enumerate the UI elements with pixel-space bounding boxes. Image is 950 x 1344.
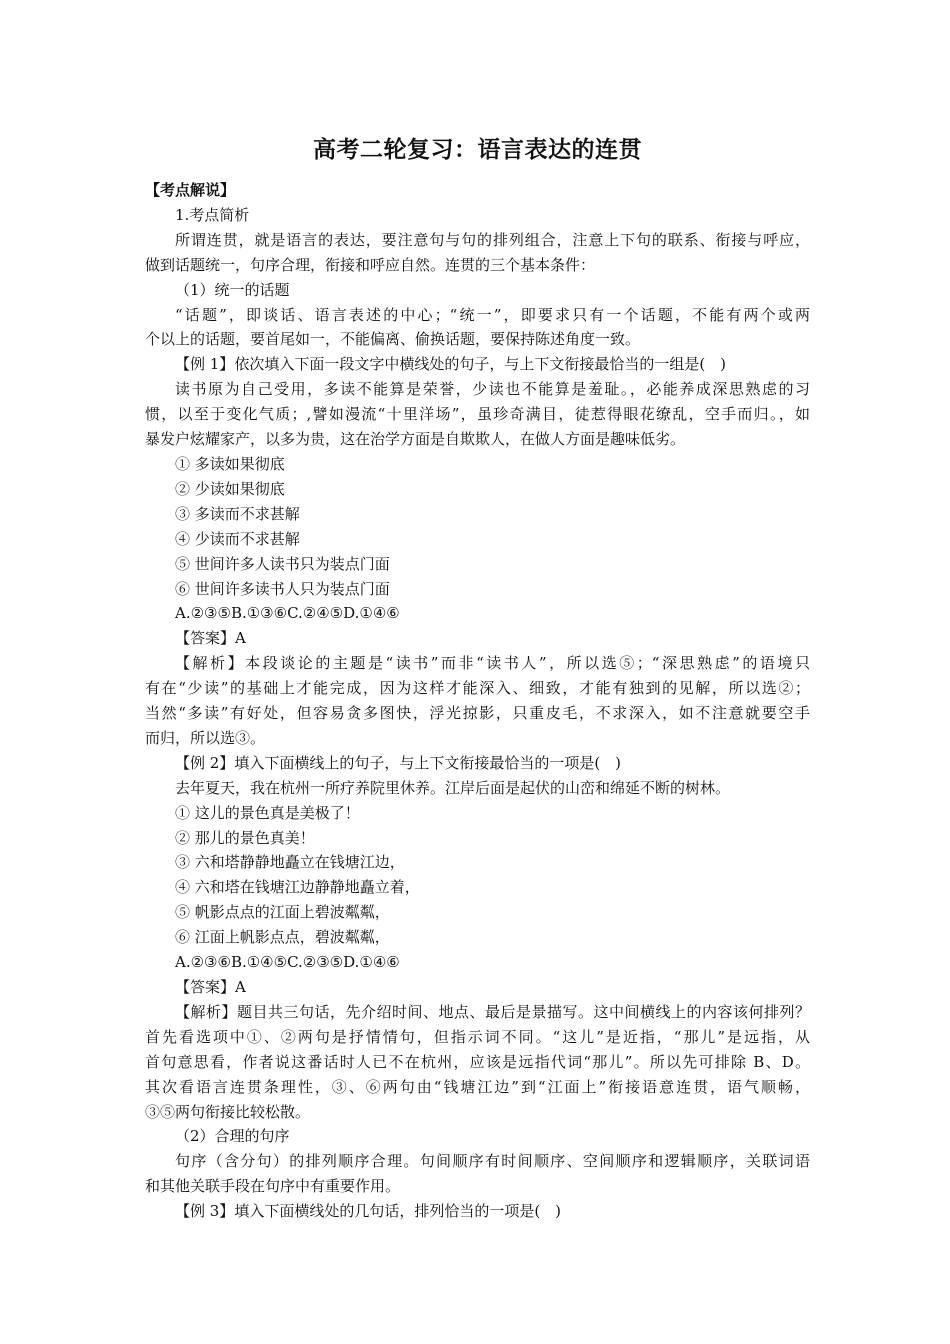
example-1-passage-line-2: 惯，以至于变化气质；,譬如漫流“十里洋场”，虽珍奇满目，徒惹得眼花缭乱，空手而归。，如 <box>145 405 810 424</box>
example-2-question-text: 填入下面横线上的句子，与上下文衔接最恰当的一项是( ) <box>234 753 622 772</box>
example-2-choices: A.②③⑥B.①④⑤C.②③⑤D.①④⑥ <box>175 953 400 972</box>
example-1-analysis-line-2: 有在“少读”的基础上才能完成，因为这样才能深入、细致，才能有独到的见解，所以选②； <box>145 679 810 698</box>
example-1-option: ④ 少读而不求甚解 <box>175 529 300 548</box>
example-2-tag: 【例 2】 <box>175 753 235 772</box>
example-2-option: ① 这儿的景色真是美极了！ <box>175 803 360 822</box>
example-1-analysis-text: 本段谈论的主题是“读书”而非“读书人”，所以选⑤；“深思熟虑”的语境只 <box>245 654 810 673</box>
example-1-option: ③ 多读而不求甚解 <box>175 504 300 523</box>
example-2-analysis-tag: 【解析】 <box>175 1002 237 1021</box>
example-1-question-text: 依次填入下面一段文字中横线处的句子，与上下文衔接最恰当的一组是( ) <box>234 355 727 374</box>
condition-2-line-2: 和其他关联手段在句序中有重要作用。 <box>145 1177 401 1196</box>
example-1-option: ⑤ 世间许多人读书只为装点门面 <box>175 554 390 573</box>
intro-line-2: 做到话题统一，句序合理，衔接和呼应自然。连贯的三个基本条件： <box>145 255 596 274</box>
condition-1-line-1: “话题”，即谈话、语言表述的中心；“统一”，即要求只有一个话题，不能有两个或两 <box>175 305 810 324</box>
intro-line-1: 所谓连贯，就是语言的表达，要注意句与句的排列组合，注意上下句的联系、衔接与呼应， <box>175 230 810 249</box>
example-2-passage: 去年夏天，我在杭州一所疗养院里休养。江岸后面是起伏的山峦和绵延不断的树林。 <box>175 778 731 797</box>
condition-1-line-2: 个以上的话题，要首尾如一，不能偏离、偷换话题，要保持陈述角度一致。 <box>145 330 641 349</box>
example-2-analysis-line-4: 其次看语言连贯条理性，③、⑥两句由“钱塘江边”到“江面上”衔接语意连贯，语气顺畅， <box>145 1077 810 1096</box>
example-1-analysis-line-3: 当然“多读”有好处，但容易贪多图快，浮光掠影，只重皮毛，不求深入，如不注意就要空手 <box>145 704 810 723</box>
example-2-analysis-line-3: 首句意思看，作者说这番话时人已不在杭州，应该是远指代词“那儿”。所以先可排除 B、D。 <box>145 1052 810 1071</box>
example-1-analysis-line-1 <box>145 651 810 676</box>
example-3-question-text: 填入下面横线处的几句话，排列恰当的一项是( ) <box>234 1202 562 1221</box>
example-3-question <box>145 1199 810 1224</box>
section-heading: 【考点解说】 <box>145 181 236 199</box>
document-title: 高考二轮复习：语言表达的连贯 <box>313 137 642 163</box>
example-1-answer: 【答案】A <box>175 629 246 648</box>
example-1-passage-line-1: 读书原为自己受用，多读不能算是荣誉，少读也不能算是羞耻。，必能养成深思熟虑的习 <box>175 380 810 399</box>
example-2-option: ⑥ 江面上帆影点点，碧波粼粼， <box>175 928 390 947</box>
example-1-analysis-tag: 【解析】 <box>175 654 246 673</box>
example-2-answer: 【答案】A <box>175 978 246 996</box>
example-2-option: ② 那儿的景色真美！ <box>175 828 315 847</box>
example-1-passage-line-3: 暴发户炫耀家产，以多为贵，这在治学方面是自欺欺人，在做人方面是趣味低劣。 <box>145 430 686 449</box>
example-1-analysis-line-4: 而归，所以选③。 <box>145 728 266 747</box>
example-1-choices: A.②③⑤B.①③⑥C.②④⑤D.①④⑥ <box>175 604 400 623</box>
condition-1-heading: （1）统一的话题 <box>175 280 290 299</box>
example-2-analysis-line-2: 首先看选项中①、②两句是抒情情句，但指示词不同。“这儿”是近指，“那儿”是远指，从 <box>145 1027 810 1046</box>
sub-heading: 1.考点简析 <box>175 205 250 224</box>
example-1-option: ① 多读如果彻底 <box>175 454 285 473</box>
example-2-option: ⑤ 帆影点点的江面上碧波粼粼， <box>175 903 390 922</box>
example-2-option: ③ 六和塔静静地矗立在钱塘江边， <box>175 853 405 872</box>
condition-2-heading: （2）合理的句序 <box>175 1127 290 1146</box>
example-1-option: ② 少读如果彻底 <box>175 479 285 498</box>
example-1-option: ⑥ 世间许多读书人只为装点门面 <box>175 579 390 598</box>
example-2-option: ④ 六和塔在钱塘江边静静地矗立着， <box>175 878 420 897</box>
example-3-tag: 【例 3】 <box>175 1202 235 1221</box>
example-2-analysis-text: 题目共三句话，先介绍时间、地点、最后是景描写。这中间横线上的内容该何排列？ <box>237 1002 810 1021</box>
document-page <box>145 130 810 1224</box>
example-2-question <box>145 751 810 776</box>
example-1-tag: 【例 1】 <box>175 355 235 374</box>
example-1-question <box>145 352 810 377</box>
example-2-analysis-line-1 <box>145 1000 810 1025</box>
example-2-analysis-line-5: ③⑤两句衔接比较松散。 <box>145 1102 311 1121</box>
condition-2-line-1: 句序（含分句）的排列顺序合理。句间顺序有时间顺序、空间顺序和逻辑顺序，关联词语 <box>175 1152 810 1171</box>
